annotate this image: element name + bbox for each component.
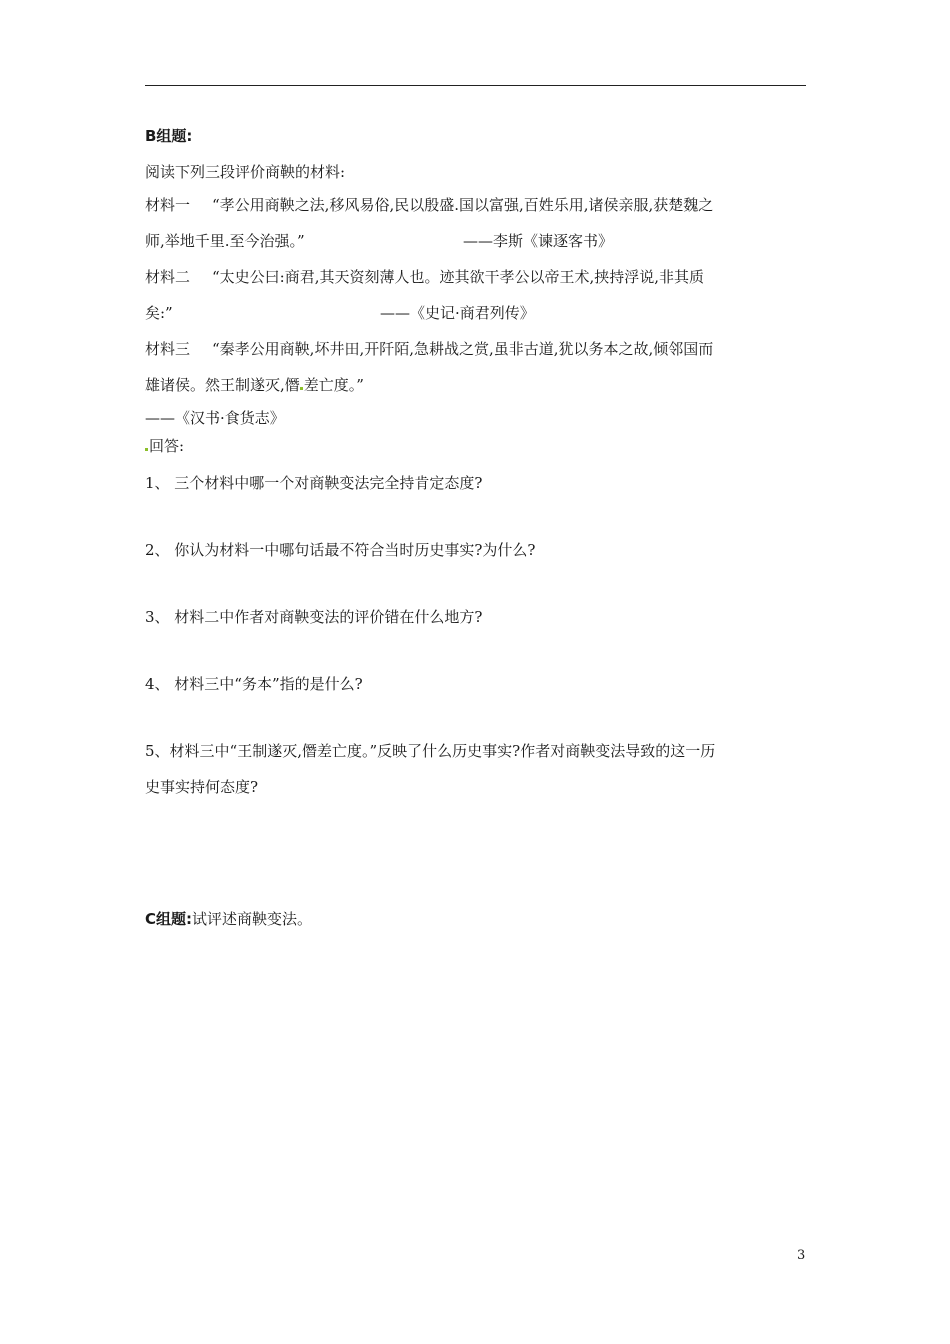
question-5: 5、材料三中“王制遂灭,僭差亡度。”反映了什么历史事实?作者对商鞅变法导致的这一历 [145,742,716,760]
material-3-label: 材料三 [145,340,191,358]
question-2: 2、 你认为材料一中哪句话最不符合当时历史事实?为什么? [145,541,536,559]
answer-label-line [145,436,184,456]
material-2-line [145,267,704,287]
material-1-source: ——李斯《谏逐客书》 [463,232,614,250]
page-number: 3 [797,1248,806,1263]
material-1-cont: 师,举地千里.至今治强。” [145,232,305,250]
material-3-cont-b: 差亡度。” [303,376,364,394]
material-1-label: 材料一 [145,196,191,214]
edit-mark-icon [145,448,148,451]
section-c-text: 试评述商鞅变法。 [192,910,313,928]
material-1-text: “孝公用商鞅之法,移风易俗,民以殷盛.国以富强,百姓乐用,诸侯亲服,获楚魏之 [212,196,714,214]
answer-label: 回答: [149,437,185,455]
material-3-cont [145,375,364,395]
material-1-line [145,195,713,215]
question-4: 4、 材料三中“务本”指的是什么? [145,675,363,693]
material-2-source: ——《史记·商君列传》 [380,304,535,322]
material-2-text: “太史公曰:商君,其天资刻薄人也。迹其欲干孝公以帝王术,挟持浮说,非其质 [212,268,705,286]
header-rule [145,85,806,86]
question-5-cont: 史事实持何态度? [145,778,259,796]
material-3-source: ——《汉书·食货志》 [145,409,285,427]
material-3-line [145,339,713,359]
question-3: 3、 材料二中作者对商鞅变法的评价错在什么地方? [145,608,483,626]
edit-mark-icon [300,387,303,390]
material-3-text: “秦孝公用商鞅,坏井田,开阡陌,急耕战之赏,虽非古道,犹以务本之故,倾邻国而 [212,340,714,358]
material-3-cont-a: 雄诸侯。然王制遂灭,僭 [145,376,300,394]
material-2-cont: 矣:” [145,304,173,322]
section-b-intro: 阅读下列三段评价商鞅的材料: [145,163,346,181]
material-2-label: 材料二 [145,268,191,286]
material-1-cont-line [145,231,305,251]
section-b-heading: B组题: [145,127,193,145]
section-c-line [145,909,312,929]
question-1: 1、 三个材料中哪一个对商鞅变法完全持肯定态度? [145,474,483,492]
section-c-heading: C组题: [145,910,193,928]
